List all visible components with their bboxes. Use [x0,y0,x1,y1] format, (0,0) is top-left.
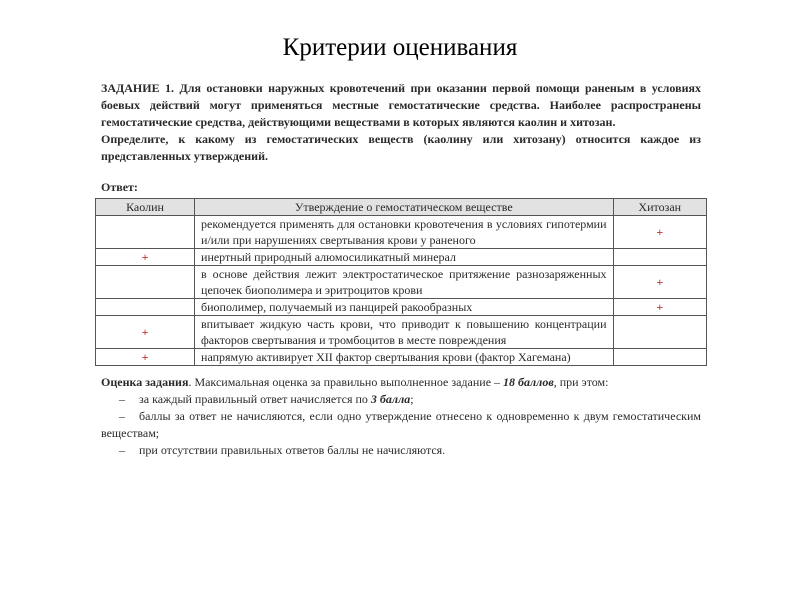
table-row [96,349,707,366]
page-title: Критерии оценивания [282,34,518,61]
kaolin-mark-cell: + [96,249,195,266]
task-label: ЗАДАНИЕ 1. [101,81,175,95]
chitosan-mark-cell [613,349,706,366]
grading-max-points: 18 баллов [503,375,554,389]
grading-text-after: , при этом: [553,375,609,389]
grading-label: Оценка задания [101,375,189,389]
table-row [96,249,707,266]
kaolin-mark-cell: + [96,349,195,366]
chitosan-mark-cell: + [613,266,706,299]
table-row [96,299,707,316]
table-row [96,266,707,299]
chitosan-mark-cell: + [613,299,706,316]
header-chitosan: Хитозан [613,199,706,216]
statement-cell: в основе действия лежит электростатическое притяжение разнозаряженных цепочек биополимера и эритроцитов крови [195,266,614,299]
rule-points: 3 балла [370,392,411,406]
grading-rule [101,442,701,459]
chitosan-mark-cell [613,316,706,349]
answer-table [95,198,707,366]
document-body [101,80,701,459]
statement-cell: напрямую активирует XII фактор свертывания крови (фактор Хагемана) [195,349,614,366]
task-description [101,80,701,131]
statement-cell: биополимер, получаемый из панцирей ракообразных [195,299,614,316]
rule-text: при отсутствии правильных ответов баллы не начисляются. [139,443,446,457]
grading-block [101,374,701,459]
table-header-row [96,199,707,216]
statement-cell: впитывает жидкую часть крови, что приводит к повышению концентрации факторов свертывания и тромбоцитов в месте повреждения [195,316,614,349]
rule-text: за каждый правильный ответ начисляется по [139,392,371,406]
chitosan-mark-cell [613,249,706,266]
rule-text: баллы за ответ не начисляются, если одно утверждение отнесено к одновременно к двум гемостатическим веществам; [101,409,701,440]
task-question: Определите, к какому из гемостатических веществ (каолину или хитозану) относится каждое из представленных утверждений. [101,132,701,163]
statement-cell: инертный природный алюмосиликатный минерал [195,249,614,266]
kaolin-mark-cell [96,266,195,299]
grading-summary [101,374,701,391]
kaolin-mark-cell [96,299,195,316]
kaolin-mark-cell: + [96,316,195,349]
kaolin-mark-cell [96,216,195,249]
rule-bullet: – [119,392,125,406]
grading-rule [101,408,701,442]
rule-bullet: – [119,409,125,423]
table-row [96,316,707,349]
rule-bullet: – [119,443,125,457]
grading-rules-list [101,391,701,459]
rule-tail: ; [410,392,414,406]
grading-text-before: . Максимальная оценка за правильно выполненное задание – [188,375,501,389]
answer-label: Ответ: [101,180,138,194]
header-statement: Утверждение о гемостатическом веществе [195,199,614,216]
grading-rule [101,391,701,408]
task-text: Для остановки наружных кровотечений при оказании первой помощи раненым в условиях боевых действий могут применяться местные гемостатические средства. Наиболее распространены гемостатические средства, действующими веществами в которых являются каолин и хитозан. [101,81,702,129]
chitosan-mark-cell: + [613,216,706,249]
table-row [96,216,707,249]
header-kaolin: Каолин [96,199,195,216]
task-block [101,80,701,165]
statement-cell: рекомендуется применять для остановки кровотечения в условиях гипотермии и/или при нарушениях свертывания крови у раненого [195,216,614,249]
